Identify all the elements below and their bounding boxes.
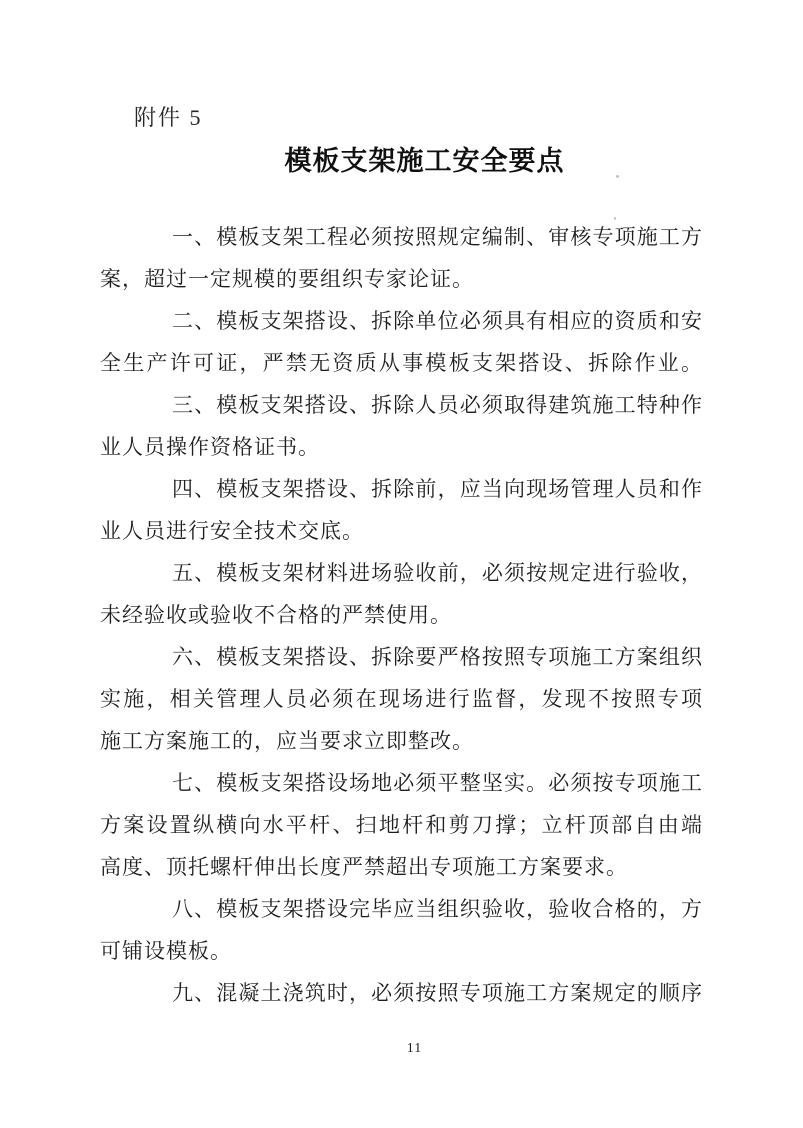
paragraph — [100, 636, 703, 762]
paragraph — [100, 762, 703, 888]
attachment-label: 附件 5 — [134, 105, 203, 130]
text-line: 未经验收或验收不合格的严禁使用。 — [100, 603, 452, 627]
page-number: 11 — [406, 1041, 423, 1056]
text-line: 三、模板支架搭设、拆除人员必须取得建筑施工特种作 — [172, 393, 703, 417]
text-line: 五、模板支架材料进场验收前，必须按规定进行验收， — [172, 561, 703, 585]
scan-artifact — [616, 175, 619, 178]
text-line: 四、模板支架搭设、拆除前，应当向现场管理人员和作 — [172, 477, 703, 501]
text-line: 可铺设模板。 — [100, 939, 232, 963]
text-line: 全生产许可证，严禁无资质从事模板支架搭设、拆除作业。 — [100, 351, 703, 375]
text-line: 业人员操作资格证书。 — [100, 435, 320, 459]
paragraph — [100, 552, 703, 636]
scan-artifact — [614, 217, 616, 220]
text-line: 二、模板支架搭设、拆除单位必须具有相应的资质和安 — [172, 309, 703, 333]
text-line: 九、混凝土浇筑时，必须按照专项施工方案规定的顺序 — [172, 981, 703, 1005]
text-line: 七、模板支架搭设场地必须平整坚实。必须按专项施工 — [172, 771, 703, 795]
text-line: 八、模板支架搭设完毕应当组织验收，验收合格的，方 — [172, 897, 703, 921]
document-body — [100, 216, 703, 1014]
document-title: 模板支架施工安全要点 — [284, 146, 565, 176]
paragraph — [100, 216, 703, 300]
paragraph — [100, 468, 703, 552]
text-line: 实施，相关管理人员必须在现场进行监督，发现不按照专项 — [100, 687, 703, 711]
paragraph — [100, 300, 703, 384]
text-line: 六、模板支架搭设、拆除要严格按照专项施工方案组织 — [172, 645, 703, 669]
text-line: 一、模板支架工程必须按照规定编制、审核专项施工方 — [172, 225, 703, 249]
paragraph — [100, 384, 703, 468]
text-line: 案，超过一定规模的要组织专家论证。 — [100, 267, 474, 291]
paragraph — [100, 972, 703, 1014]
text-line: 方案设置纵横向水平杆、扫地杆和剪刀撑；立杆顶部自由端 — [100, 813, 703, 837]
text-line: 施工方案施工的，应当要求立即整改。 — [100, 729, 474, 753]
paragraph — [100, 888, 703, 972]
text-line: 业人员进行安全技术交底。 — [100, 519, 364, 543]
text-line: 高度、顶托螺杆伸出长度严禁超出专项施工方案要求。 — [100, 855, 628, 879]
